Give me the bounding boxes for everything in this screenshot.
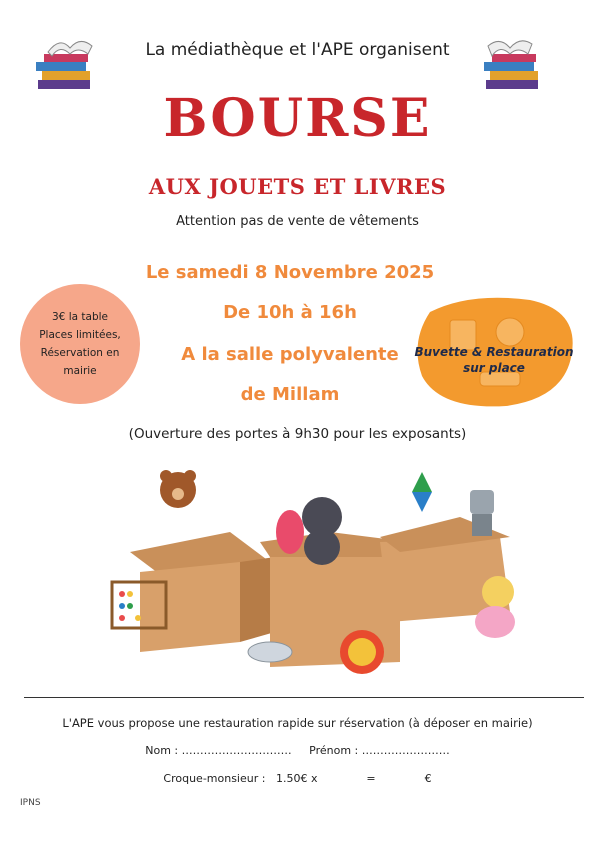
event-place: A la salle polyvalente	[181, 344, 399, 365]
price-badge-line: Réservation en	[40, 347, 120, 359]
form-row-names	[0, 744, 595, 757]
firstname-label: Prénom :	[309, 744, 359, 757]
item-label: Croque-monsieur :	[163, 772, 266, 785]
name-field: …………………………	[181, 744, 292, 757]
toys-boxes-illustration	[100, 462, 520, 692]
food-badge-line: Buvette & Restauration	[414, 345, 574, 359]
firstname-field: ……………………	[361, 744, 450, 757]
name-label: Nom :	[145, 744, 179, 757]
equals-sign: =	[366, 772, 376, 785]
item-price: 1.50€ x	[275, 772, 318, 785]
price-badge-line: mairie	[63, 365, 97, 377]
price-badge	[20, 284, 140, 404]
food-badge-text	[404, 344, 584, 376]
restaurant-intro: L'APE vous propose une restauration rapide sur réservation (à déposer en mairie)	[62, 716, 533, 730]
opening-note: (Ouverture des portes à 9h30 pour les exposants)	[128, 426, 467, 442]
currency-sign: €	[424, 772, 432, 785]
event-hours: De 10h à 16h	[223, 302, 357, 323]
event-town: de Millam	[240, 384, 340, 405]
price-badge-line: 3€ la table	[52, 311, 108, 323]
form-row-order	[0, 772, 595, 785]
price-badge-line: Places limitées,	[39, 329, 121, 341]
page-subtitle: AUX JOUETS ET LIVRES	[148, 174, 447, 199]
ipns-mention: IPNS	[20, 798, 41, 808]
page-title: BOURSE	[163, 88, 432, 149]
event-date: Le samedi 8 Novembre 2025	[145, 262, 435, 283]
organizer-line: La médiathèque et l'APE organisent	[145, 40, 450, 60]
warning-note: Attention pas de vente de vêtements	[176, 214, 419, 229]
food-badge-line: sur place	[463, 361, 525, 375]
divider	[24, 697, 584, 698]
